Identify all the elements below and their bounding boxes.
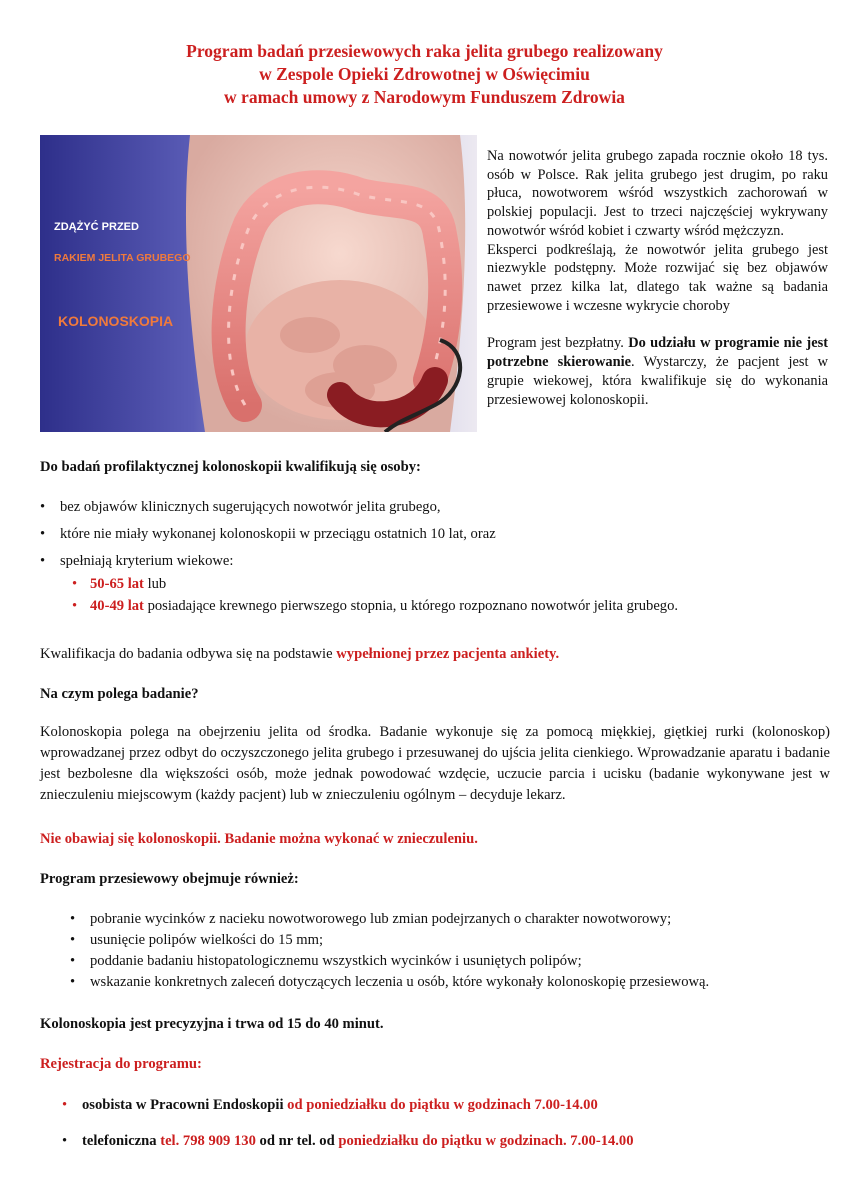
procedure-section: [40, 684, 830, 705]
list-item: [70, 930, 830, 951]
list-item-text: pobranie wycinków z nacieku nowotworowego lub zmian podejrzanych o charakter nowotworowy;: [90, 911, 672, 927]
age-group-item: [72, 596, 830, 617]
age-range-1-suffix: lub: [143, 576, 167, 593]
colonoscopy-illustration: [40, 135, 477, 432]
intro-eligibility: . Wystarczy, że pacjent jest w grupie wiekowej, która kwalifikuje się do wykonania przesiewowej kolonoskopii.: [487, 354, 828, 408]
bullet-icon: •: [62, 1097, 68, 1113]
list-item: [40, 524, 830, 545]
bullet-icon: •: [72, 597, 78, 614]
list-item: [70, 951, 830, 972]
intro-paragraph-2: Eksperci podkreślają, że nowotwór jelita grubego jest niezwykle podstępny. Może rozwijać się bez objawów nawet przez kilka lat, dlatego tak ważne są badania przesiewowe i wczesne wykrycie choroby: [487, 241, 828, 314]
caption-line-1: ZDĄŻYĆ PRZED: [54, 221, 139, 233]
list-item-text: poddanie badaniu histopatologicznemu wszystkich wycinków i usuniętych polipów;: [90, 953, 582, 970]
bullet-icon: •: [40, 553, 46, 570]
list-item-text: spełniają kryterium wiekowe:: [60, 553, 234, 570]
bullet-icon: •: [72, 576, 78, 593]
includes-section: [40, 869, 830, 890]
age-range-2: 40-49 lat: [90, 597, 144, 614]
list-item: [62, 1095, 830, 1116]
registration-in-person: [40, 1095, 830, 1116]
bullet-icon: •: [70, 932, 76, 949]
list-item: [40, 497, 830, 518]
phone-label: telefoniczna: [82, 1133, 161, 1149]
title-line-2: w Zespole Opieki Zdrowotnej w Oświęcimiu: [259, 63, 590, 84]
registration-title: Rejestracja do programu:: [40, 1056, 202, 1072]
bullet-icon: •: [40, 526, 46, 543]
registration-phone: [40, 1131, 830, 1152]
caption-line-3: KOLONOSKOPIA: [58, 313, 174, 329]
bullet-icon: •: [70, 974, 76, 991]
list-item: [70, 972, 830, 993]
phone-hours: poniedziałku do piątku w godzinach. 7.00-14.00: [338, 1133, 634, 1149]
age-range-2-suffix: posiadające krewnego pierwszego stopnia, u którego rozpoznano nowotwór jelita grubego.: [143, 597, 679, 614]
in-person-label: osobista w Pracowni Endoskopii: [82, 1097, 288, 1113]
list-item: [70, 909, 830, 930]
page-title: [0, 40, 849, 108]
includes-list: [40, 909, 830, 994]
duration-text: Kolonoskopia jest precyzyjna i trwa od 15 do 40 minut.: [40, 1016, 384, 1032]
qualify-list: [40, 497, 830, 617]
qualification-survey: wypełnionej przez pacjenta ankiety.: [336, 646, 560, 662]
qualify-section: [40, 457, 830, 478]
bullet-icon: •: [70, 911, 76, 927]
age-range-1: 50-65 lat: [90, 576, 144, 593]
title-line-1: Program badań przesiewowych raka jelita grubego realizowany: [186, 41, 663, 61]
list-item-text: bez objawów klinicznych sugerujących nowotwór jelita grubego,: [60, 499, 441, 515]
intro-no-referral: Do udziału w programie nie jest potrzebne skierowanie: [487, 335, 828, 371]
qualification-note: [40, 644, 830, 665]
qualification-text: Kwalifikacja do badania odbywa się na podstawie: [40, 646, 337, 662]
bullet-icon: •: [40, 499, 46, 515]
list-item-text: usunięcie polipów wielkości do 15 mm;: [90, 932, 324, 949]
list-item-text: które nie miały wykonanej kolonoskopii w przeciągu ostatnich 10 lat, oraz: [60, 526, 496, 543]
bullet-icon: •: [62, 1133, 68, 1149]
qualify-title: Do badań profilaktycznej kolonoskopii kwalifikują się osoby:: [40, 459, 421, 475]
phone-connector: od nr tel. od: [255, 1133, 339, 1149]
bullet-icon: •: [70, 953, 76, 970]
age-group-item: [72, 574, 830, 595]
procedure-title: Na czym polega badanie?: [40, 686, 199, 702]
intro-free-text: Program jest bezpłatny.: [487, 335, 629, 352]
title-line-3: w ramach umowy z Narodowym Funduszem Zdrowia: [224, 86, 625, 107]
list-item-text: wskazanie konkretnych zaleceń dotyczących leczenia u osób, które wykonały kolonoskopię przesiewową.: [90, 974, 710, 991]
includes-title: Program przesiewowy obejmuje również:: [40, 871, 299, 887]
list-item: [62, 1131, 830, 1152]
intro-paragraph-1: Na nowotwór jelita grubego zapada rocznie około 18 tys. osób w Polsce. Rak jelita grubego jest drugim, po raku płuca, nowotworem wśród wszystkich zachorowań w polskiej populacji. Jest to trzeci najczęściej wykrywany nowotwór wśród kobiet i czwarty wśród mężczyzn.: [487, 148, 828, 239]
procedure-text: Kolonoskopia polega na obejrzeniu jelita od środka. Badanie wykonuje się za pomocą miękkiej, giętkiej rurki (kolonoskop) wprowadzanej przez odbyt do oczyszczonego jelita grubego i przesuwanej do ujścia jelita cienkiego. Wprowadzanie aparatu i badanie jest bezbolesne dla większości osób, może jednak powodować wzdęcie, uczucie parcia i ucisku (badanie wykonywane jest w znieczuleniu miejscowym (każdy pacjent) lub w znieczuleniu ogólnym – decyduje lekarz.: [40, 724, 830, 804]
in-person-hours: od poniedziałku do piątku w godzinach 7.00-14.00: [287, 1097, 598, 1113]
intro-text: [487, 147, 828, 409]
reassurance-text: Nie obawiaj się kolonoskopii. Badanie można wykonać w znieczuleniu.: [40, 831, 478, 847]
list-item: [40, 551, 830, 572]
caption-line-2: RAKIEM JELITA GRUBEGO: [54, 252, 191, 264]
phone-number[interactable]: tel. 798 909 130: [160, 1133, 256, 1149]
intro-paragraph-3: [487, 334, 828, 409]
